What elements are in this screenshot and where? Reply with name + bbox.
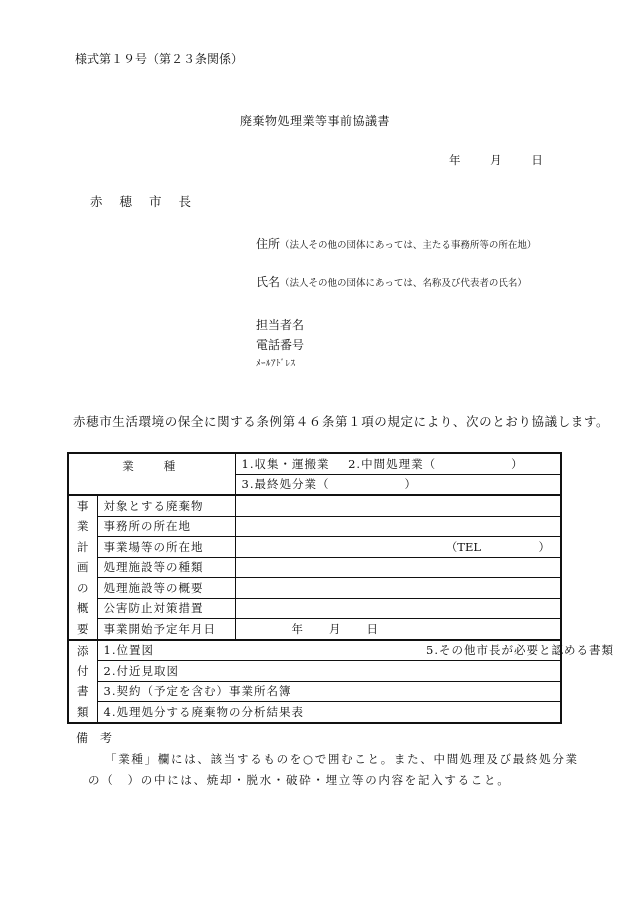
intro-text: 赤穂市生活環境の保全に関する条例第４６条第１項の規定により、次のとおり協議します。: [73, 414, 610, 429]
plan-side-char: 画: [68, 557, 97, 578]
plan-label: 対象とする廃棄物: [97, 495, 235, 516]
attach-item: [97, 640, 614, 661]
plan-side-char: 事: [68, 495, 97, 516]
attach-side-char: 書: [68, 681, 97, 702]
phone-label: 電話番号: [256, 338, 305, 352]
attach-item: 3.契約（予定を含む）事業所名簿: [97, 681, 561, 702]
plan-label: 事業場等の所在地: [97, 537, 235, 558]
tel-field[interactable]: （TEL ）: [445, 539, 550, 554]
attach-side-char: 付: [68, 661, 97, 682]
attach-row: [68, 702, 561, 723]
plan-label: 処理施設等の種類: [97, 557, 235, 578]
contact-person-label: 担当者名: [256, 318, 305, 332]
date-month: 月: [490, 153, 502, 167]
plan-row: [68, 557, 561, 578]
attach-row: [68, 661, 561, 682]
gyoshu-option-1[interactable]: 1.収集・運搬業: [241, 456, 330, 471]
address-line: [256, 235, 536, 252]
email-label: ﾒｰﾙｱﾄﾞﾚｽ: [256, 359, 296, 369]
plan-field[interactable]: [235, 537, 561, 558]
attach-item: 2.付近見取図: [97, 661, 561, 682]
gyoshu-option-2[interactable]: 2.中間処理業（ ）: [348, 456, 524, 471]
plan-label: 処理施設等の概要: [97, 578, 235, 599]
addressee: 赤穂市長: [90, 194, 209, 209]
address-label: 住所: [256, 237, 281, 251]
attach-item-5: 5.その他市長が必要と認める書類: [426, 643, 614, 658]
attach-row: [68, 640, 561, 661]
plan-label: 公害防止対策措置: [97, 598, 235, 619]
plan-side-char: 計: [68, 537, 97, 558]
plan-row: [68, 619, 561, 640]
gyoshu-option-3[interactable]: 3.最終処分業（ ）: [241, 477, 417, 492]
plan-row: [68, 495, 561, 516]
gyoshu-label: 業種: [68, 453, 235, 495]
plan-row: [68, 598, 561, 619]
date-day: 日: [531, 153, 543, 167]
plan-row: [68, 537, 561, 558]
date-line: [449, 152, 569, 168]
plan-field[interactable]: [235, 598, 561, 619]
start-date-field[interactable]: 年 月 日: [291, 621, 379, 636]
plan-side-char: 要: [68, 619, 97, 640]
attach-item-1: 1.位置図: [103, 643, 154, 658]
gyoshu-row-1: [68, 453, 561, 474]
plan-field[interactable]: [235, 619, 561, 640]
gyoshu-options-1[interactable]: [235, 453, 561, 474]
address-note: （法人その他の団体にあっては、主たる事務所等の所在地）: [280, 240, 537, 251]
attach-row: [68, 681, 561, 702]
name-line: [256, 273, 527, 290]
document-title: 廃棄物処理業等事前協議書: [239, 114, 390, 128]
plan-row: [68, 578, 561, 599]
plan-side-char: 概: [68, 598, 97, 619]
plan-field[interactable]: [235, 495, 561, 516]
plan-field[interactable]: [235, 557, 561, 578]
plan-label: 事業開始予定年月日: [97, 619, 235, 640]
remarks-label: 備考: [76, 731, 125, 745]
date-year: 年: [449, 153, 461, 167]
plan-row: [68, 516, 561, 537]
gyoshu-options-2[interactable]: [235, 474, 561, 495]
name-label: 氏名: [256, 275, 281, 289]
plan-side-char: の: [68, 578, 97, 599]
plan-label: 事務所の所在地: [97, 516, 235, 537]
form-number: 様式第１９号（第２３条関係）: [75, 52, 244, 66]
plan-side-char: 業: [68, 516, 97, 537]
name-note: （法人その他の団体にあっては、名称及び代表者の氏名）: [280, 278, 527, 289]
plan-field[interactable]: [235, 578, 561, 599]
attach-side-char: 類: [68, 702, 97, 723]
remarks-line-1: 「業種」欄には、該当するものを○で囲むこと。また、中間処理及び最終処分業: [105, 752, 579, 766]
plan-field[interactable]: [235, 516, 561, 537]
consultation-table: [67, 452, 614, 724]
remarks-line-2: の（ ）の中には、焼却・脱水・破砕・埋立等の内容を記入すること。: [88, 773, 511, 787]
attach-side-char: 添: [68, 640, 97, 661]
attach-item: 4.処理処分する廃棄物の分析結果表: [97, 702, 561, 723]
